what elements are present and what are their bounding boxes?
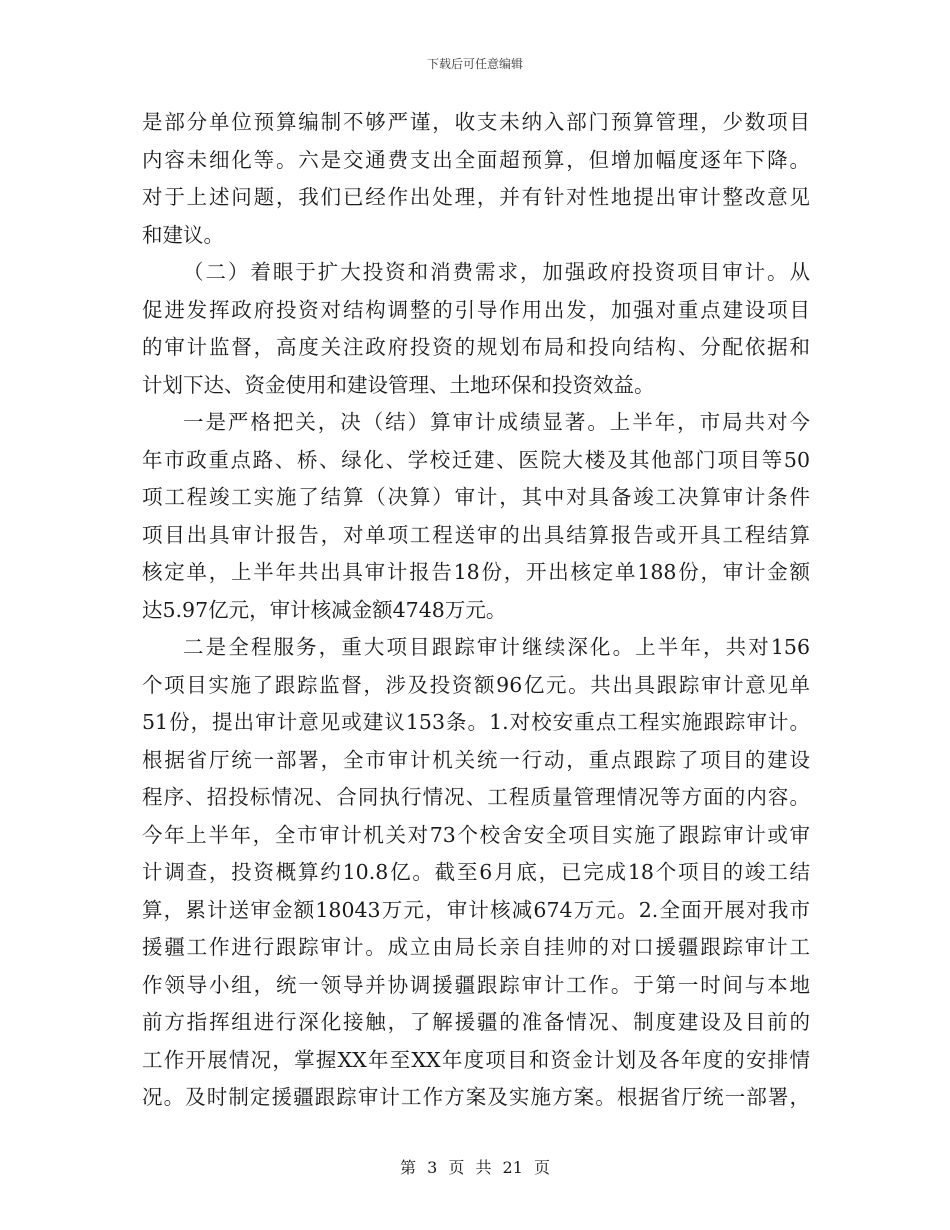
text-line: 对于上述问题，我们已经作出处理，并有针对性地提出审计整改意见 [142,185,810,209]
text-line: 算，累计送审金额18043万元，审计核减674万元。2.全面开展对我市 [142,897,810,922]
page-header: 下载后可任意编辑 [426,57,523,71]
text-line: 计调查，投资概算约10.8亿。截至6月底，已完成18个项目的竣工结 [142,860,810,884]
text-line: 二是全程服务，重大项目跟踪审计继续深化。上半年，共对156 [183,635,810,659]
text-line: 今年上半年，全市审计机关对73个校舍安全项目实施了跟踪审计或审 [142,822,810,847]
text-line: 项目出具审计报告，对单项工程送审的出具结算报告或开具工程结算 [142,522,810,547]
text-line: 年市政重点路、桥、绿化、学校迁建、医院大楼及其他部门项目等50 [142,447,810,472]
text-line: 和建议。 [142,222,224,247]
text-line: 工作开展情况，掌握XX年至XX年度项目和资金计划及各年度的安排情 [142,1047,810,1072]
text-line: 是部分单位预算编制不够严谨，收支未纳入部门预算管理，少数项目 [142,110,810,134]
text-line: 作领导小组，统一领导并协调援疆跟踪审计工作。于第一时间与本地 [142,972,810,997]
text-line: 程序、招投标情况、合同执行情况、工程质量管理情况等方面的内容。 [142,785,810,809]
text-line: （二）着眼于扩大投资和消费需求，加强政府投资项目审计。从 [183,260,810,284]
text-line: 援疆工作进行跟踪审计。成立由局长亲自挂帅的对口援疆跟踪审计工 [142,935,810,959]
text-line: 51份，提出审计意见或建议153条。1.对校安重点工程实施跟踪审计。 [142,710,810,734]
text-line: 况。及时制定援疆跟踪审计工作方案及实施方案。根据省厅统一部署， [142,1085,810,1109]
text-line: 项工程竣工实施了结算（决算）审计，其中对具备竣工决算审计条件 [142,485,810,509]
text-line: 根据省厅统一部署，全市审计机关统一行动，重点跟踪了项目的建设 [142,747,810,772]
text-line: 促进发挥政府投资对结构调整的引导作用出发，加强对重点建设项目 [142,297,810,322]
text-line: 内容未细化等。六是交通费支出全面超预算，但增加幅度逐年下降。 [142,147,810,172]
text-line: 前方指挥组进行深化接触，了解援疆的准备情况、制度建设及目前的 [142,1010,810,1034]
text-line: 个项目实施了跟踪监督，涉及投资额96亿元。共出具跟踪审计意见单 [142,672,810,697]
text-line: 的审计监督，高度关注政府投资的规划布局和投向结构、分配依据和 [142,335,810,359]
text-line: 核定单，上半年共出具审计报告18份，开出核定单188份，审计金额 [142,560,810,584]
page-number-footer: 第 3 页 共 21 页 [400,1158,550,1177]
text-line: 达5.97亿元，审计核减金额4748万元。 [142,597,507,622]
text-line: 计划下达、资金使用和建设管理、土地环保和投资效益。 [142,372,655,397]
text-line: 一是严格把关，决（结）算审计成绩显著。上半年，市局共对今 [183,410,810,434]
document-body [142,104,810,1117]
